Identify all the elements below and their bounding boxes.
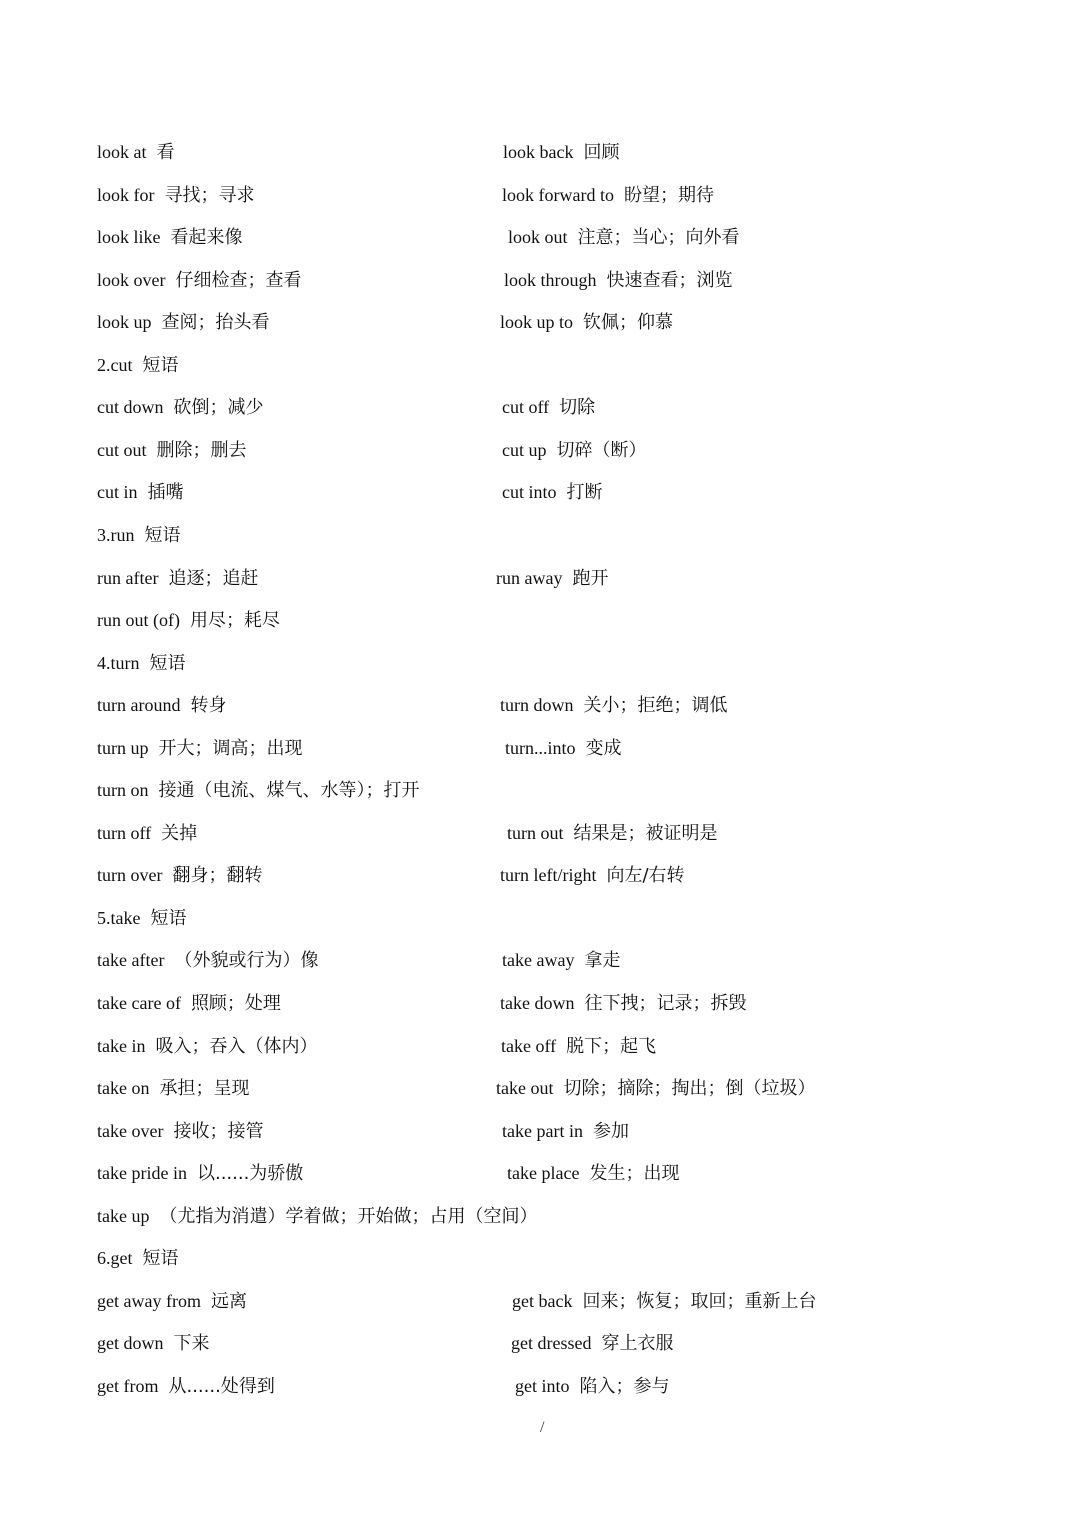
phrase-meaning: 往下拽；记录；拆毁 <box>584 993 747 1014</box>
phrase-left <box>97 818 197 849</box>
phrase-row <box>0 1073 1080 1103</box>
phrase-right <box>500 988 746 1019</box>
section-heading <box>97 520 181 551</box>
phrase-row <box>0 860 1080 890</box>
phrase-row <box>0 1328 1080 1358</box>
phrase-row <box>0 137 1080 167</box>
section-heading <box>97 648 186 679</box>
phrase-meaning: 打断 <box>566 482 603 504</box>
phrase-left <box>97 1371 275 1402</box>
phrase-meaning: 跑开 <box>572 567 609 589</box>
phrase-english: 2.cut <box>97 354 133 375</box>
phrase-meaning: 切除 <box>559 397 596 419</box>
phrase-english: turn around <box>97 695 181 716</box>
phrase-meaning: 砍倒；减少 <box>173 397 264 419</box>
phrase-english: turn on <box>97 780 149 801</box>
phrase-left <box>97 860 262 891</box>
phrase-right <box>505 733 622 764</box>
phrase-right <box>500 690 728 721</box>
phrase-meaning: 快速查看；浏览 <box>606 269 733 291</box>
phrase-left <box>97 775 420 806</box>
phrase-english: look up to <box>500 312 574 333</box>
page-footer: / <box>540 1419 545 1436</box>
phrase-meaning: 开大；调高；出现 <box>158 737 303 759</box>
phrase-meaning: 注意；当心；向外看 <box>577 227 740 249</box>
phrase-left <box>97 1116 263 1147</box>
phrase-left <box>97 307 270 338</box>
phrase-row <box>0 733 1080 763</box>
phrase-english: turn over <box>97 865 163 886</box>
phrase-meaning: 吸入；吞入（体内） <box>155 1035 318 1057</box>
phrase-meaning: 转身 <box>190 695 227 717</box>
phrase-left <box>97 690 226 721</box>
phrase-row <box>0 477 1080 507</box>
phrase-right <box>496 563 608 594</box>
phrase-meaning: 插嘴 <box>147 482 184 504</box>
phrase-row <box>0 1158 1080 1188</box>
phrase-left <box>97 180 255 211</box>
phrase-english: take after <box>97 950 165 971</box>
phrase-english: take down <box>500 993 575 1013</box>
phrase-right <box>502 477 603 508</box>
phrase-english: take off <box>501 1035 557 1056</box>
phrase-right <box>512 1286 816 1317</box>
phrase-english: run after <box>97 567 159 588</box>
phrase-english: get away from <box>97 1290 201 1311</box>
phrase-english: look back <box>503 142 574 162</box>
phrase-english: cut into <box>502 482 557 503</box>
phrase-english: 5.take <box>97 907 141 928</box>
phrase-meaning: 陷入；参与 <box>579 1375 670 1397</box>
phrase-english: take away <box>502 950 575 971</box>
phrase-english: cut out <box>97 439 147 460</box>
section-heading-row <box>0 1243 1080 1273</box>
phrase-row <box>0 180 1080 210</box>
phrase-right <box>515 1371 670 1402</box>
phrase-meaning: 接收；接管 <box>173 1120 264 1142</box>
phrase-meaning: 从......处得到 <box>168 1375 275 1397</box>
phrase-right <box>500 860 685 891</box>
phrase-row <box>0 775 1080 805</box>
phrase-left <box>97 1073 249 1104</box>
phrase-english: look like <box>97 227 161 248</box>
phrase-row <box>0 1201 1080 1231</box>
phrase-meaning: 拿走 <box>584 950 621 972</box>
phrase-meaning: 看 <box>156 142 175 163</box>
phrase-right <box>500 307 673 338</box>
phrase-english: turn left/right <box>500 865 597 886</box>
phrase-left <box>97 988 281 1019</box>
phrase-right <box>504 265 733 296</box>
phrase-meaning: 盼望；期待 <box>623 184 714 206</box>
phrase-meaning: 承担；呈现 <box>159 1078 250 1100</box>
phrase-left <box>97 392 264 423</box>
phrase-english: turn down <box>500 695 574 716</box>
phrase-english: look at <box>97 142 147 162</box>
phrase-english: take pride in <box>97 1163 187 1184</box>
phrase-right <box>502 392 595 423</box>
phrase-row <box>0 690 1080 720</box>
phrase-english: take part in <box>502 1120 583 1141</box>
phrase-meaning: 脱下；起飞 <box>566 1035 657 1057</box>
phrase-meaning: 切除；摘除；掏出；倒（垃圾） <box>563 1078 816 1100</box>
phrase-row <box>0 1371 1080 1401</box>
phrase-english: take on <box>97 1078 150 1099</box>
phrase-english: take out <box>496 1078 554 1099</box>
phrase-english: get from <box>97 1375 159 1396</box>
phrase-english: look for <box>97 184 155 205</box>
phrase-right <box>507 818 718 849</box>
phrase-meaning: 穿上衣服 <box>601 1333 674 1355</box>
phrase-left <box>97 1031 317 1062</box>
phrase-right <box>496 1073 815 1104</box>
phrase-english: cut down <box>97 397 164 418</box>
phrase-english: turn...into <box>505 737 576 758</box>
phrase-meaning: 照顾；处理 <box>190 993 281 1014</box>
phrase-left <box>97 477 184 508</box>
phrase-right <box>507 1158 679 1189</box>
phrase-row <box>0 307 1080 337</box>
phrase-meaning: 发生；出现 <box>589 1163 680 1185</box>
phrase-meaning: 用尽；耗尽 <box>189 610 280 632</box>
phrase-row <box>0 563 1080 593</box>
phrase-left <box>97 605 280 636</box>
section-heading <box>97 903 186 934</box>
phrase-meaning: 结果是；被证明是 <box>573 822 718 844</box>
phrase-english: cut in <box>97 482 138 503</box>
phrase-left <box>97 222 243 253</box>
phrase-row <box>0 1116 1080 1146</box>
phrase-english: take care of <box>97 993 181 1013</box>
phrase-english: take place <box>507 1163 580 1184</box>
phrase-row <box>0 435 1080 465</box>
section-heading-row <box>0 648 1080 678</box>
phrase-meaning: 寻找；寻求 <box>164 184 255 206</box>
phrase-meaning: 短语 <box>142 354 179 376</box>
phrase-row <box>0 265 1080 295</box>
phrase-right <box>502 435 647 466</box>
phrase-left <box>97 1158 303 1189</box>
phrase-meaning: 下来 <box>173 1333 210 1355</box>
phrase-row <box>0 222 1080 252</box>
phrase-english: 4.turn <box>97 652 140 673</box>
phrase-left <box>97 137 175 168</box>
phrase-english: look forward to <box>502 184 614 205</box>
section-heading <box>97 350 179 381</box>
phrase-english: turn off <box>97 822 152 843</box>
phrase-row <box>0 392 1080 422</box>
phrase-english: take in <box>97 1035 146 1056</box>
phrase-english: 6.get <box>97 1248 133 1269</box>
phrase-right <box>502 180 714 211</box>
phrase-left <box>97 435 247 466</box>
phrase-meaning: 短语 <box>149 652 186 674</box>
phrase-english: cut up <box>502 439 547 460</box>
phrase-right <box>508 222 740 253</box>
phrase-meaning: 向左/右转 <box>606 865 685 887</box>
phrase-english: get into <box>515 1375 570 1396</box>
phrase-row <box>0 818 1080 848</box>
phrase-right <box>503 137 619 168</box>
phrase-meaning: 短语 <box>144 524 181 546</box>
phrase-meaning: 变成 <box>585 737 622 759</box>
phrase-meaning: 追逐；追赶 <box>168 567 259 589</box>
phrase-row <box>0 1031 1080 1061</box>
phrase-english: get down <box>97 1333 164 1354</box>
phrase-meaning: 钦佩；仰慕 <box>583 312 674 334</box>
phrase-meaning: 仔细检查；查看 <box>175 269 302 291</box>
phrase-english: cut off <box>502 397 550 418</box>
phrase-left <box>97 1328 210 1359</box>
phrase-meaning: 参加 <box>592 1120 629 1142</box>
phrase-english: look out <box>508 227 568 248</box>
phrase-english: run away <box>496 567 563 588</box>
phrase-english: look through <box>504 269 597 290</box>
section-heading-row <box>0 520 1080 550</box>
phrase-english: get back <box>512 1290 573 1311</box>
phrase-english: look over <box>97 269 166 290</box>
phrase-meaning: 查阅；抬头看 <box>161 312 270 334</box>
phrase-left <box>97 265 301 296</box>
phrase-row <box>0 945 1080 975</box>
phrase-left <box>97 563 258 594</box>
phrase-meaning: （尤指为消遣）学着做；开始做；占用（空间） <box>159 1205 538 1227</box>
phrase-meaning: 回来；恢复；取回；重新上台 <box>582 1290 817 1312</box>
phrase-meaning: 看起来像 <box>170 227 243 249</box>
phrase-meaning: 切碎（断） <box>556 439 647 461</box>
phrase-meaning: 关掉 <box>161 822 198 844</box>
phrase-left <box>97 945 318 976</box>
phrase-right <box>511 1328 673 1359</box>
phrase-meaning: （外貌或行为）像 <box>174 950 319 972</box>
section-heading-row <box>0 350 1080 380</box>
phrase-english: run out (of) <box>97 610 180 631</box>
phrase-row <box>0 988 1080 1018</box>
phrase-english: turn up <box>97 737 149 758</box>
phrase-meaning: 短语 <box>150 907 187 929</box>
phrase-right <box>501 1031 656 1062</box>
phrase-english: take up <box>97 1205 150 1226</box>
phrase-english: get dressed <box>511 1333 592 1354</box>
phrase-meaning: 关小；拒绝；调低 <box>583 695 728 717</box>
phrase-row <box>0 1286 1080 1316</box>
section-heading <box>97 1243 179 1274</box>
phrase-meaning: 短语 <box>142 1248 179 1270</box>
phrase-left <box>97 1201 537 1232</box>
phrase-meaning: 远离 <box>210 1290 247 1312</box>
phrase-left <box>97 1286 247 1317</box>
phrase-english: take over <box>97 1120 164 1141</box>
phrase-right <box>502 1116 629 1147</box>
phrase-meaning: 接通（电流、煤气、水等）；打开 <box>158 780 420 802</box>
phrase-meaning: 回顾 <box>583 142 620 163</box>
phrase-row <box>0 605 1080 635</box>
phrase-english: 3.run <box>97 524 135 545</box>
phrase-meaning: 以......为骄傲 <box>196 1163 304 1185</box>
phrase-english: turn out <box>507 822 564 843</box>
section-heading-row <box>0 903 1080 933</box>
phrase-english: look up <box>97 312 152 333</box>
phrase-meaning: 翻身；翻转 <box>172 865 263 887</box>
phrase-right <box>502 945 620 976</box>
phrase-meaning: 删除；删去 <box>156 439 247 461</box>
phrase-left <box>97 733 303 764</box>
